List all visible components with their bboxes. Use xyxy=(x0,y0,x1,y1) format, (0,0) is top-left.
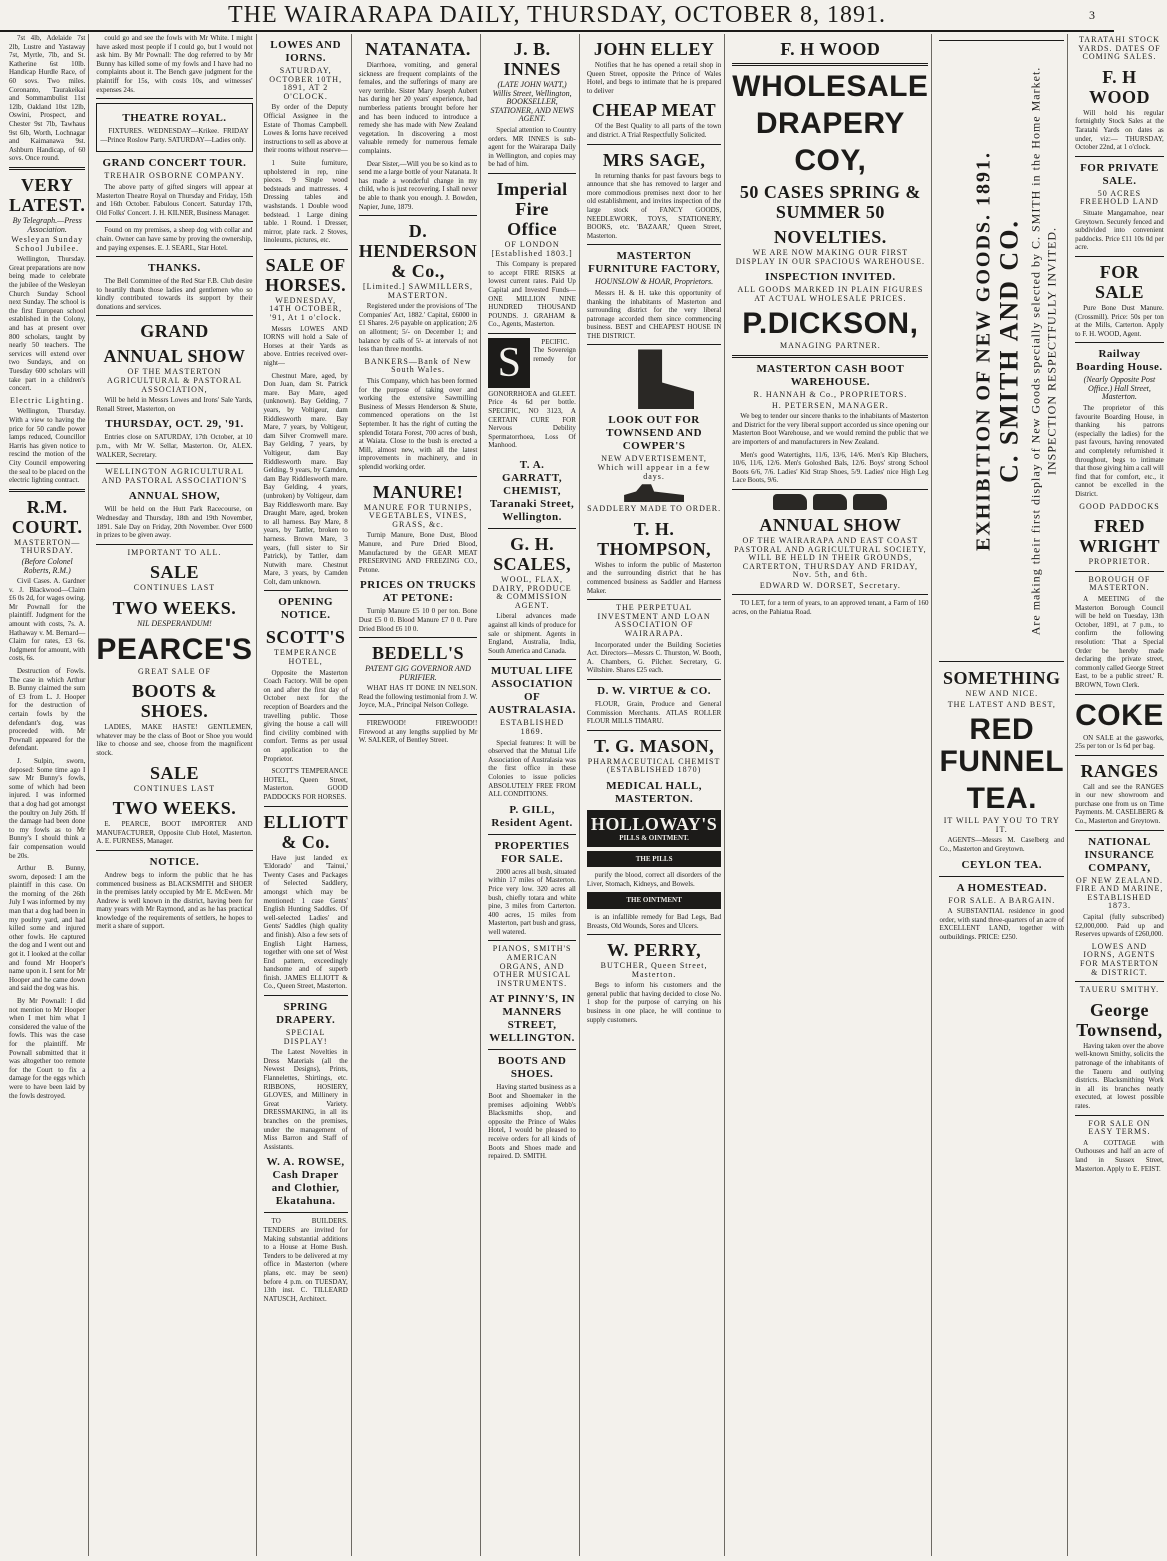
fowls-case: Destruction of Fowls. The case in which Arthur B. Bunny claimed the sum of £3 from L. J. Hooper for the destruction of certain fowls by the defendant's dog, was proceeded with. Mr Pownall appeared for the defendant. xyxy=(9,667,86,753)
dickson-heading: P.DICKSON, xyxy=(742,307,919,341)
manure-prices: Turnip Manure £5 10 0 per ton. Bone Dust £5 0 0. Blood Manure £7 0 0. Pure Dried Blood £6 10 0. xyxy=(358,607,478,633)
perpetual-heading: THE PERPETUAL INVESTMENT AND LOAN ASSOCIATION OF WAIRARAPA. xyxy=(597,603,711,638)
cottage-text: A COTTAGE with Outhouses and half an acre of land in Sussex Street, Masterton. Apply to E. FEIST. xyxy=(1075,1138,1164,1173)
exhibition-line: EXHIBITION OF NEW GOODS. 1891. xyxy=(972,150,995,552)
homestead-heading: A HOMESTEAD. xyxy=(956,881,1047,894)
concert-company: TREHAIR OSBORNE COMPANY. xyxy=(104,171,245,181)
wellington-association: WELLINGTON AGRICULTURAL AND PASTORAL ASSOCIATION'S xyxy=(101,467,248,485)
electric-article: Wellington, Thursday. With a view to having the price for 50 candle power lamps reduced, Councillor Harris has given notice to rescind the motion of the City Council empowering the seal to be placed on the electric lighting contract. xyxy=(9,407,86,485)
wood-heading-2: F. H WOOD xyxy=(1088,66,1150,107)
tea-heading: TEA. xyxy=(966,782,1037,816)
properties-list: 2000 acres all bush, situated within 17 miles of Masterton. Price very low. 320 acres all bush, chiefly totara and white pine, 3 miles from Carterton. 400 acres, 15 miles from Masterton, part bush and grass, well watered. xyxy=(488,867,576,936)
wholesale-heading: WHOLESALE xyxy=(732,70,929,103)
show-entries: Entries close on SATURDAY, 17th October, at 10 p.m., with Mr W. Sellar, Masterton. Or, ALEX. WALKER, Secretary. xyxy=(96,433,253,459)
theatre-fixtures: FIXTURES. WEDNESDAY—Krikee. FRIDAY—Prince Roslow Party. SATURDAY—Ladies only. xyxy=(100,127,249,144)
manure-heading: MANURE! xyxy=(372,481,464,502)
sulpin-testimony: J. Sulpin, sworn, deposed: Some time ago I saw Mr Bunny's fowls, some of which had been injured. I was informed that a dog had got amongst the poultry on July 26th. If the damage had been done to my fowls as to Mr Bunny's I should think a fair compensation would be 20s. xyxy=(9,756,86,860)
townsend-heading: George Townsend, xyxy=(1076,999,1163,1040)
lowes-iorns-text: By order of the Deputy Official Assignee in the Estate of Thomas Campbell. Lowes & Iorns have received instructions to sell as above at their rooms without reserve— xyxy=(263,103,348,155)
show-location: Will be held in Messrs Lowes and Irons' Sale Yards, Renall Street, Masterton, on xyxy=(96,396,253,413)
garratt-chemist: T. A. GARRATT, CHEMIST, Taranaki Street, Wellington. xyxy=(489,459,575,524)
freehold-text: Situate Mangamahoe, near Greytown. Securely fenced and subdivided into convenient paddocks. Price £11 10s 0d per acre. xyxy=(1075,208,1164,252)
wright-heading: FRED WRIGHT xyxy=(1078,516,1160,557)
manure-text: Turnip Manure, Bone Dust, Blood Manure, and Pure Dried Blood, Manufactured by the GEAR MEAT PRESERVING AND FREEZING CO., Petone. xyxy=(358,531,478,574)
red-funnel: RED FUNNEL xyxy=(939,713,1065,779)
lowes-iorns-date: SATURDAY, OCTOBER 10TH, 1891, AT 2 O'CLOCK. xyxy=(269,66,343,101)
nil-desperandum: NIL DESPERANDUM! xyxy=(137,618,212,628)
column-7 xyxy=(729,34,932,1556)
boot-illustration xyxy=(614,349,694,409)
scotts-text: Opposite the Masterton Coach Factory. Will be open on and after the first day of October next for the reception of Boarders and the travelling public. Those giving the house a call will find civility combined with comfort. Terms as per usual on application to the Proprietor. xyxy=(263,668,348,763)
column-3 xyxy=(261,34,352,1556)
thanks-heading: THANKS. xyxy=(148,262,201,275)
jubilee-subheading: Wesleyan Sunday School Jubilee. xyxy=(11,235,84,253)
furniture-heading: MASTERTON FURNITURE FACTORY, xyxy=(588,250,721,276)
wellington-show: ANNUAL SHOW, xyxy=(128,490,221,503)
builders-notice: TO BUILDERS. TENDERS are invited for Making substantial additions to a House at Home Bush. Tenders to be delivered at my office in Masterton (where plans, etc. may be seen) before 4 p.m. on TUESDAY, 13th inst. C. TILLEARD NATUSCH, Architect. xyxy=(263,1217,348,1303)
association-name: OF THE MASTERTON AGRICULTURAL & PASTORAL ASSOCIATION, xyxy=(107,367,242,394)
electric-subheading: Electric Lighting. xyxy=(9,395,85,405)
column-5 xyxy=(485,34,580,1556)
new-and-nice: NEW AND NICE. xyxy=(965,689,1039,698)
bone-dust-text: Pure Bone Dust Manure. (Crossmill). Price: 50s per ton at the Mills, Carterton. Apply to F. H. WOOD, Agent. xyxy=(1075,303,1164,338)
borough-heading: BOROUGH OF MASTERTON. xyxy=(1088,574,1151,593)
ointment-banner: THE OINTMENT xyxy=(587,892,721,909)
henderson-heading: D. HENDERSON & Co., xyxy=(358,221,478,282)
pinnys-address: AT PINNY'S, IN MANNERS STREET, WELLINGTON. xyxy=(489,993,575,1045)
lookout-heading: LOOK OUT FOR TOWNSEND AND COWPER'S xyxy=(606,414,703,453)
elliott-text: Have just landed ex 'Eldorado' and 'Tainui,' Twenty Cases and Packages of Selected Saddlery, amongst which may be mentioned: 1 case Gents' English Hunting Saddles. Of well-selected Ladies' and Gents' Saddles (high quality and finish). Also a few sets of English Light Harness, together with one set of West End pattern, exceedingly handsome and of superb finish. JAMES ELLIOTT & Co., Queen Street, Masterton. xyxy=(263,853,348,991)
taratahi-heading: TARATAHI STOCK YARDS. DATES OF COMING SALES. xyxy=(1078,35,1161,62)
ranges-text: Call and see the RANGES in our new showroom and purchase one from us on Time Payments. M. CASELBERG & Co., Masterton and Greytown. xyxy=(1075,782,1164,826)
sale-heading-2: SALE xyxy=(149,762,199,783)
saddlery-line: SADDLERY MADE TO ORDER. xyxy=(587,504,722,514)
cattle-illustration xyxy=(732,494,928,510)
ceylon-tea: CEYLON TEA. xyxy=(961,858,1043,871)
court-subheading: MASTERTON—THURSDAY. xyxy=(14,537,81,556)
henderson-sub: [Limited.] SAWMILLERS, MASTERTON. xyxy=(363,282,474,300)
natanata-heading: NATANATA. xyxy=(365,39,471,59)
concert-heading: GRAND CONCERT TOUR. xyxy=(102,157,247,170)
lookout-sub: NEW ADVERTISEMENT, Which will appear in a few days. xyxy=(597,454,711,481)
gill-agent: P. GILL, Resident Agent. xyxy=(491,803,573,829)
elley-text: Notifies that he has opened a retail shop in Queen Street, opposite the Prince of Wales Hotel, and begs to intimate that he is prepared to deliver xyxy=(586,61,722,95)
pills-banner: THE PILLS xyxy=(587,851,721,868)
cheap-meat: CHEAP MEAT xyxy=(592,100,717,121)
show-date: THURSDAY, OCT. 29, '91. xyxy=(105,418,244,431)
blacksmith-notice: Andrew begs to inform the public that he has commenced business as BLACKSMITH and SHOER in the premises lately occupied by Mr E. McEwen. Mr Andrew is well known in the district, having been for many years with Mr Raymond, and as he has practical knowledge of the requirements of settlers, he hopes to merit a share of support. xyxy=(96,870,253,931)
perry-text: Begs to inform his customers and the general public that having decided to close No. 1 shop for the purpose of carrying on his business in one place, he will continue to supply customers. xyxy=(586,981,722,1024)
pownall-argument: By Mr Pownall: I did not mention to Mr Hooper when I met him what I considered the value of the fowls. This was the case for the plaintiff. Mr Pownall submitted that it was altogether too remote for the Court to fix a damage for the eggs which were to have been laid by the fowls destroyed. xyxy=(9,997,86,1100)
homestead-text: A SUBSTANTIAL residence in good order, with stand three-quarters of an acre of EXCELLENT LAND, together with outbuildings. PRICE: £250. xyxy=(939,907,1065,941)
mutual-text: Special features: It will be observed that the Mutual Life Association of Australasia was the first office in these Colonies to issue policies ABSOLUTELY FREE FROM ALL CONDITIONS. xyxy=(488,738,576,799)
prices-heading: PRICES ON TRUCKS AT PETONE: xyxy=(360,579,477,605)
court-heading: R.M. COURT. xyxy=(11,496,83,537)
national-heading: NATIONAL INSURANCE COMPANY, xyxy=(1084,835,1155,874)
innes-sub: (LATE JOHN WATT,) Willis Street, Wellington, BOOKSELLER, STATIONER, AND NEWS AGENT. xyxy=(490,80,574,124)
furniture-list: 1 Suite furniture, upholstered in rep, nine pieces. 9 Single wood bedsteads and mattresses. 4 Dressing tables and washstands. 1 Double wood bedstead. 1 Large dining table. 1 Round. 1 Dresser, mirror, plate rack. 2 Stoves, linoleums, pictures, etc. xyxy=(263,158,348,245)
sale-of-horses: SALE OF HORSES. xyxy=(265,254,347,295)
wellington-show-text: Will be held on the Hutt Park Racecourse, on Wednesday and Thursday, 18th and 19th November, 1891. Sale Day on Friday, 20th November. Over £600 in prizes to be given away. xyxy=(96,505,253,540)
petersen-manager: H. PETERSEN, MANAGER. xyxy=(771,400,889,410)
annual-show-carterton: ANNUAL SHOW xyxy=(759,514,902,535)
mason-heading: T. G. MASON, xyxy=(594,735,715,756)
railway-sub: (Nearly Opposite Post Office.) Hall Street, Masterton. xyxy=(1083,375,1156,402)
wood-heading: F. H WOOD xyxy=(780,39,881,59)
column-9 xyxy=(1072,34,1167,1556)
columns xyxy=(6,34,1164,1556)
inspection-invited: INSPECTION INVITED. xyxy=(765,271,896,284)
smithy-heading: TAUERU SMITHY. xyxy=(1079,985,1160,995)
continues-last-2: CONTINUES LAST xyxy=(133,783,216,793)
imperial-sub: OF LONDON [Established 1803.] xyxy=(491,239,573,258)
pearces-heading: PEARCE'S xyxy=(96,632,253,666)
masthead xyxy=(0,0,1114,32)
pearce-signature: E. PEARCE, BOOT IMPORTER AND MANUFACTURER, Opposite Club Hotel, Masterton. A. E. FURNESS, Manager. xyxy=(96,820,253,846)
good-paddocks: GOOD PADDOCKS xyxy=(1079,501,1160,511)
coke-heading: COKE xyxy=(1075,698,1164,732)
page-number: 3 xyxy=(1089,8,1096,22)
sage-heading: MRS SAGE, xyxy=(602,149,706,170)
rowse-signature: W. A. ROWSE, Cash Draper and Clothier, Ekatahuna. xyxy=(266,1156,345,1208)
coke-text: ON SALE at the gasworks, 25s per ton or 1s 6d per bag. xyxy=(1075,733,1164,751)
hannah-proprietors: R. HANNAH & Co., PROPRIETORS. xyxy=(753,389,908,399)
boot-prices: Men's good Watertights, 11/6, 13/6, 14/6. Men's Kip Bluchers, 10/6, 11/6, 12/6. Men's Goloshed Bals, 12/6. Boys' strong School Boots 6/6, 7/6. Ladies' Kid Strap Shoes, 5/9. Ladies' nice High Leg Lace Boots, 9/6. xyxy=(732,450,929,485)
newspaper-title: THE WAIRARAPA DAILY, THURSDAY, OCTOBER 8, 1891. xyxy=(227,2,887,28)
scales-heading: G. H. SCALES, xyxy=(493,534,572,575)
two-weeks-2: TWO WEEKS. xyxy=(112,798,237,819)
lowes-agents: LOWES AND IORNS, AGENTS FOR MASTERTON & DISTRICT. xyxy=(1080,941,1159,977)
continues-last: CONTINUES LAST xyxy=(133,583,216,593)
wright-proprietor: PROPRIETOR. xyxy=(1088,557,1151,567)
mason-sub: PHARMACEUTICAL CHEMIST (ESTABLISHED 1870) xyxy=(587,756,721,775)
mutual-heading: MUTUAL LIFE ASSOCIATION OF AUSTRALASIA. xyxy=(488,665,576,717)
horse-list: Chestnut Mare, aged, by Don Juan, dam St. Patrick mare. Bay Mare, aged (unknown). Bay Gelding, 7 years, by Voltigeur, dam Riddlesworth mare. Bay Mare, 7 years, by Voltigeur, dam Silver Cromwell mare. Bay Gelding, 7 years, by Voltigeur, dam Bay Riddlesworth mare. Bay Gelding, 9 years, by Camden, dam Bay Riddlesworth mare. Bay Gelding, 4 years, (unbroken) by Voltigeur, dam Bay Riddlesworth mare. Bay Draught Mare, aged, broken to all harness. Bay Mare, 8 years, by Tattler, broken to harness. Brown Mare, 3 years, (full sister to Sir Patrick), by Tattler, dam Nutwith mare. Chestnut Mare, 3 years, by Camden Colt, dam unknown. xyxy=(263,371,348,586)
virtue-text: FLOUR, Grain, Produce and General Commission Merchants. ATLAS ROLLER FLOUR MILLS TIMARU. xyxy=(586,699,722,726)
concert-text: The above party of gifted singers will appear at Masterton Theatre Royal on Thursday and Friday, 15th and 16th October. Fabulous Concert. Saturday 17th, Old Folks' Concert. J. H. KILNER, Business Manager. xyxy=(96,182,253,217)
race-results: 7st 4lb, Adelaide 7st 2lb, Lustre and Yastaway 7st, Myrtle, 7lb, and St. Katherine 6st 10lb. Handicap Hurdle Race, of 60 sovs. Two miles. Coronanto, Taurakeikai and Sommambulist 11st 12lb, Oakland 10st 12lb, Oswini, Prospect, and Chester 9st 7lb, Tawhaus 9st 6lb, Worth, Lochnagar and Kaimanawa 9st. Ashburn Handicap, of 60 sovs. Once round. xyxy=(9,34,86,163)
mutual-established: ESTABLISHED 1869. xyxy=(500,718,565,736)
ranges-heading: RANGES xyxy=(1080,760,1159,781)
cases-line: 50 CASES SPRING & SUMMER 50 xyxy=(739,182,921,222)
column-2 xyxy=(93,34,256,1556)
firewood-notice: FIREWOOD! FIREWOOD!! Firewood at any lengths supplied by Mr W. SALKER, of Bentley Street. xyxy=(358,719,478,745)
holloway-sub: PILLS & OINTMENT. xyxy=(619,833,689,842)
two-weeks: TWO WEEKS. xyxy=(112,597,237,618)
properties-heading: PROPERTIES FOR SALE. xyxy=(494,839,570,865)
perry-sub: BUTCHER, Queen Street, Masterton. xyxy=(600,961,708,979)
spring-text: The Latest Novelties in Dress Materials (all the Newest Designs), Prints, Flannelettes, Shirtings, etc. RIBBONS, HOSIERY, GLOVES, and Millinery in Great Variety. DRESSMAKING, in all its branches on the premises, under the management of Miss Barron and Staff of Assistants. xyxy=(263,1048,348,1151)
thanks-text: The Bell Committee of the Red Star F.B. Club desire to heartily thank those ladies and gentlemen who so kindly contributed towards its support by their donations and services. xyxy=(96,277,253,311)
telegraph-byline: By Telegraph.—Press Association. xyxy=(12,215,82,234)
found-dog-notice: Found on my premises, a sheep dog with collar and chain. Owner can have same by proving the ownership, and paying expenses. E. J. SEARL, Star Hotel. xyxy=(96,226,253,252)
temperance-hotel: TEMPERANCE HOTEL, xyxy=(273,648,338,667)
bunny-testimony: Arthur B. Bunny, sworn, deposed: I am the plaintiff in this case. On the morning of the 26th July I was informed by my man that a dog had been in my poultry yard, and had killed some and injured other fowls. He captured the dog and I went out and got it. I looked at the collar and found Mr Hooper's name upon it. I sent for Mr Hooper and he came down and said the dog was his. xyxy=(9,864,86,993)
henderson-body: This Company, which has been formed for the purpose of taking over and working the extensive Sawmilling Business of Messrs Henderson & Shute, commenced operations on the 1st September. It has the right of cutting the splendid Totara Forest, 700 acres of bush, at Waiata. Close to the bush is erected a Mill, almost new, with all the latest improvements in machinery, and in splendid working order. xyxy=(358,377,478,471)
railway-text: The proprietor of this favourite Boarding House, in thanking his patrons (especially the ladies) for the past favours, having renovated and completely refurnished it throughout, begs to intimate that those giving him a call will find that for comfort, etc., it cannot be excelled in the District. xyxy=(1075,404,1164,498)
bedell-heading: BEDELL'S xyxy=(372,643,465,664)
drapery-heading: DRAPERY xyxy=(755,107,905,140)
smith-exhibition-ad xyxy=(939,40,1064,662)
henderson-bankers: BANKERS—Bank of New South Wales. xyxy=(364,356,472,375)
sage-text: In returning thanks for past favours begs to announce that she has removed to larger and more commodious premises next door to her old establishment, and invites inspection of the large stock of FANCY GOODS, NEEDLEWORK, TOYS, STATIONERY, BOOKS, etc. 'BAZAAR,' Queen Street, Masterton. xyxy=(586,171,722,240)
wood-sales-text: Will hold his regular fortnightly Stock Sales at the Taratahi Yards on dates as under, viz:— THURSDAY, October 22nd, at 1 o'clock. xyxy=(1075,108,1164,152)
dorset-secretary: EDWARD W. DORSET, Secretary. xyxy=(759,580,901,590)
annual-show-sub: OF THE WAIRARAPA AND EAST COAST PASTORAL AND AGRICULTURAL SOCIETY, WILL BE HELD IN THEIR GROUNDS, CARTERTON, THURSDAY AND FRIDAY, Nov. 5th, and 6th. xyxy=(734,535,927,580)
column-1 xyxy=(6,34,89,1556)
very-latest-heading: VERY LATEST. xyxy=(9,174,86,215)
henderson-text: Registered under the provisions of 'The Companies' Act, 1882.' Capital, £6000 in £1 Shares. 2/6 payable on application; 2/6 on allotment; 5/- on December 1; and balance by calls of 5/- at intervals of not less than three months. xyxy=(358,302,478,354)
will-pay: IT WILL PAY YOU TO TRY IT. xyxy=(943,816,1060,834)
bedell-text: WHAT HAS IT DONE IN NELSON. Read the following testimonial from J. W. Joyce, M.A., Principal Nelson College. xyxy=(358,684,478,710)
tea-agents: AGENTS—Messrs M. Caselberg and Co., Masterton and Greytown. xyxy=(939,836,1065,853)
elley-heading: JOHN ELLEY xyxy=(593,39,715,59)
important-notice: IMPORTANT TO ALL. xyxy=(127,547,222,557)
easy-terms: FOR SALE ON EASY TERMS. xyxy=(1088,1118,1151,1137)
column-4 xyxy=(356,34,482,1556)
perpetual-text: Incorporated under the Building Societies Act. Directors—Messrs C. Thurston, W. Booth, A. Chambers, G. Pilcher. Secretary, G. Wiltshire. Shares £25 each. xyxy=(586,640,722,675)
ointment-text: is an infallible remedy for Bad Legs, Bad Breasts, Old Wounds, Sores and Ulcers. xyxy=(586,912,722,930)
managing-partner: MANAGING PARTNER. xyxy=(780,341,881,351)
natanata-testimonial: Dear Sister,—Will you be so kind as to send me a large bottle of your Natanata. It has made a wonderful change in my child, who is just recovering. I shall never be able to thank you enough. J. Bowden, Napier, June, 1879. xyxy=(358,159,478,211)
civil-cases: Civil Cases. A. Gardner v. J. Blackwood—Claim £6 0s 2d, for wages owing. Mr Pownall for the plaintiff. Judgment for the amount with costs, 7s. A. Hathaway v. M. Bernard—Claim for rates, £3 6s. Judgment for amount, with costs, 6s. xyxy=(9,577,86,663)
cash-boot-heading: MASTERTON CASH BOOT WAREHOUSE. xyxy=(756,362,905,388)
national-sub: OF NEW ZEALAND. FIRE AND MARINE, ESTABLISHED 1873. xyxy=(1075,875,1164,911)
medical-hall: MEDICAL HALL, MASTERTON. xyxy=(606,779,702,805)
horse-sale-text: Messrs LOWES AND IORNS will hold a Sale of Horses at their Yards as above. Entries received over-night— xyxy=(263,324,348,368)
freehold-land: 50 ACRES FREEHOLD LAND xyxy=(1079,188,1159,207)
furniture-text: Messrs H. & H. take this opportunity of thanking the inhabitants of Masterton and surrounding district for the very liberal patronage accorded them since commencing business. BEST and CHEAPEST HOUSE IN THE DISTRICT. xyxy=(586,288,722,340)
scales-text: Liberal advances made against all kinds of produce for sale or shipment. Agents in England, Australia, India, South America and Canada. xyxy=(488,612,576,655)
specific-ad xyxy=(488,338,576,454)
boots-heading: BOOTS AND SHOES. xyxy=(497,1055,567,1081)
lowes-iorns-heading: LOWES AND IORNS. xyxy=(270,39,342,64)
spring-drapery: SPRING DRAPERY. xyxy=(276,1001,336,1027)
court-continued: could go and see the fowls with Mr White. I might have asked most people if I could go, but I would not ask him. By Mr Pownall: The dog referred to by Mr Bunny has killed some of my fowls and I have had no complaints about it. The Bench gave judgment for the plaintiff for 15s, with costs 10s, and witnesses' expenses 24s. xyxy=(96,34,253,94)
column-6 xyxy=(584,34,725,1556)
sale-heading: SALE xyxy=(149,562,199,583)
court-byline: (Before Colonel Roberts, R.M.) xyxy=(21,556,73,575)
elliott-heading: ELLIOTT & Co. xyxy=(263,811,349,852)
horse-sale-date: WEDNESDAY, 14TH OCTOBER, '91, At 1 o'clock. xyxy=(269,295,343,323)
scales-sub: WOOL, FLAX, DAIRY, PRODUCE & COMMISSION AGENT. xyxy=(492,575,572,610)
annual-show-heading: ANNUAL SHOW xyxy=(103,346,246,367)
virtue-heading: D. W. VIRTUE & CO. xyxy=(597,684,712,697)
for-sale-heading: FOR SALE xyxy=(1094,261,1144,302)
borough-text: A MEETING of the Masterton Borough Council will be held on Tuesday, 13th October, 1891, at 7 p.m., to confirm the following resolution: 'That a Special Order be hereby made declaring the private street, commonly called George Street East, to be a public street.' R. BROWN, Town Clerk. xyxy=(1075,594,1164,689)
thompson-heading: T. H. THOMPSON, xyxy=(597,518,712,559)
specific-text: PECIFIC. The Sovereign remedy for GONORRHOEA and GLEET. Price 4s 6d per bottle. SPECIFIC, NO 3123, A CERTAIN CURE FOR Nervous Debility Spermatorrhoea, Loss Of Manhood. xyxy=(488,337,576,450)
holloway-heading: HOLLOWAY'S xyxy=(590,813,718,834)
latest-and-best: THE LATEST AND BEST, xyxy=(947,699,1056,709)
smith-and-co: C. SMITH AND CO. xyxy=(994,219,1024,483)
specific-initial: S xyxy=(488,338,530,388)
furniture-proprietors: HOUNSLOW & HOAR, Proprietors. xyxy=(595,277,714,287)
saddle-illustration xyxy=(624,484,684,502)
boot-text: We beg to tender our sincere thanks to the inhabitants of Masterton and District for the very liberal support accorded us since opening our Masterton Boot Warehouse, and we would remind the public that we are importers of and manufacturers in New Zealand. xyxy=(732,412,929,446)
to-let-notice: TO LET, for a term of years, to an approved tenant, a Farm of 160 acres, on the Pahiatua Road. xyxy=(732,599,929,617)
novelties: NOVELTIES. xyxy=(773,227,887,247)
first-display: WE ARE NOW MAKING OUR FIRST DISPLAY IN OUR SPACIOUS WAREHOUSE. xyxy=(735,248,925,266)
special-display: SPECIAL DISPLAY! xyxy=(283,1028,328,1046)
townsend-text: Having taken over the above well-known Smithy, solicits the patronage of the inhabitants of the Taueru and outlying districts. Blacksmithing Work in all its branches neatly executed, at lowest possible rates. xyxy=(1075,1041,1164,1110)
manure-sub: MANURE FOR TURNIPS, VEGETABLES, VINES, GRASS, &c. xyxy=(363,502,473,529)
homestead-sub: FOR SALE. A BARGAIN. xyxy=(948,895,1056,905)
theatre-ad xyxy=(96,103,252,152)
innes-heading: J. B. INNES xyxy=(503,39,561,79)
coy-heading: COY, xyxy=(794,144,867,177)
natanata-text: Diarrhoea, vomiting, and general sickness are frequent complaints of the females, and the sufferings of many are very terrible. Sister Mary Joseph Aubert has during her 20 years' experience, had numberless patients brought before her and has been induced to introduce a remedy she has made with New Zealand vegetation. In discovering a most valuable remedy for numerous female complaints. xyxy=(358,61,478,155)
railway-heading: Railway Boarding House. xyxy=(1076,348,1163,374)
jubilee-article: Wellington, Thursday. Great preparations are now being made to celebrate the jubilee of the Wesleyan Church Sunday School next Sunday. The school is the first European school established in the Colony, and has at present over 800 scholars, taught by nearly 50 teachers. The services will extend over two Sundays, and on Tuesday 600 scholars will take part in a children's concert. xyxy=(9,255,86,393)
pianos-ad: PIANOS, SMITH'S AMERICAN ORGANS, AND OTHER MUSICAL INSTRUMENTS. xyxy=(492,944,572,988)
opening-notice: OPENING NOTICE. xyxy=(278,596,334,622)
great-sale-of: GREAT SALE OF xyxy=(138,666,211,676)
scotts-footer: SCOTT'S TEMPERANCE HOTEL, Queen Street, Masterton. GOOD PADDOCKS FOR HORSES. xyxy=(263,767,348,801)
bedell-sub: PATENT GIG GOVERNOR AND PURIFIER. xyxy=(365,664,471,682)
perry-heading: W. PERRY, xyxy=(607,940,702,961)
plain-figures: ALL GOODS MARKED IN PLAIN FIGURES AT ACTUAL WHOLESALE PRICES. xyxy=(737,285,924,303)
column-8 xyxy=(936,34,1068,1556)
something-heading: SOMETHING xyxy=(943,668,1061,688)
pills-text: purify the blood, correct all disorders of the Liver, Stomach, Kidneys, and Bowels. xyxy=(586,871,722,888)
theatre-heading: THEATRE ROYAL. xyxy=(122,112,227,125)
cheap-meat-text: Of the Best Quality to all parts of the town and district. A Trial Respectfully Solicited. xyxy=(586,122,722,139)
boots-and-shoes: BOOTS & SHOES. xyxy=(131,681,217,722)
scotts-heading: SCOTT'S xyxy=(265,627,346,648)
imperial-heading: Imperial Fire Office xyxy=(496,178,568,239)
imperial-text: This Company is prepared to accept FIRE RISKS at lowest current rates. Paid Up Capital and Invested Funds—ONE MILLION NINE HUNDRED THOUSAND POUNDS. J. GRAHAM & Co., Agents, Masterton. xyxy=(488,260,576,329)
first-display-line: Are making their first display of New Goods specially selected by C. SMITH in the Home Market. xyxy=(1028,66,1043,636)
holloway-banner xyxy=(587,810,721,847)
boots-text: Having started business as a Boot and Shoemaker in the premises adjoining Webb's Blacksmiths shop, and opposite the Prince of Wales Hotel, I would be pleased to receive orders for all kinds of Boots and Shoes made and repaired. D. SMITH. xyxy=(488,1083,576,1161)
ladies-text: LADIES, MAKE HASTE! GENTLEMEN, whatever may be the class of Boot or Shoe you would like to choose and see, choose from the magnificent stock. xyxy=(96,723,253,757)
inspection-line: INSPECTION RESPECTFULLY INVITED. xyxy=(1044,226,1059,476)
innes-text: Special attention to Country orders. MR INNES is sub-agent for the Wairarapa Daily in Wellington, and copies may be had of him. xyxy=(488,125,576,169)
private-sale: FOR PRIVATE SALE. xyxy=(1080,161,1159,187)
notice-heading: NOTICE. xyxy=(149,855,200,868)
thompson-text: Wishes to inform the public of Masterton and the surrounding district that he has commenced business as Saddler and Harness Maker. xyxy=(586,560,722,595)
grand-heading: GRAND xyxy=(140,321,209,342)
national-text: Capital (fully subscribed) £2,000,000. Paid up and Reserves upwards of £260,000. xyxy=(1075,913,1164,939)
